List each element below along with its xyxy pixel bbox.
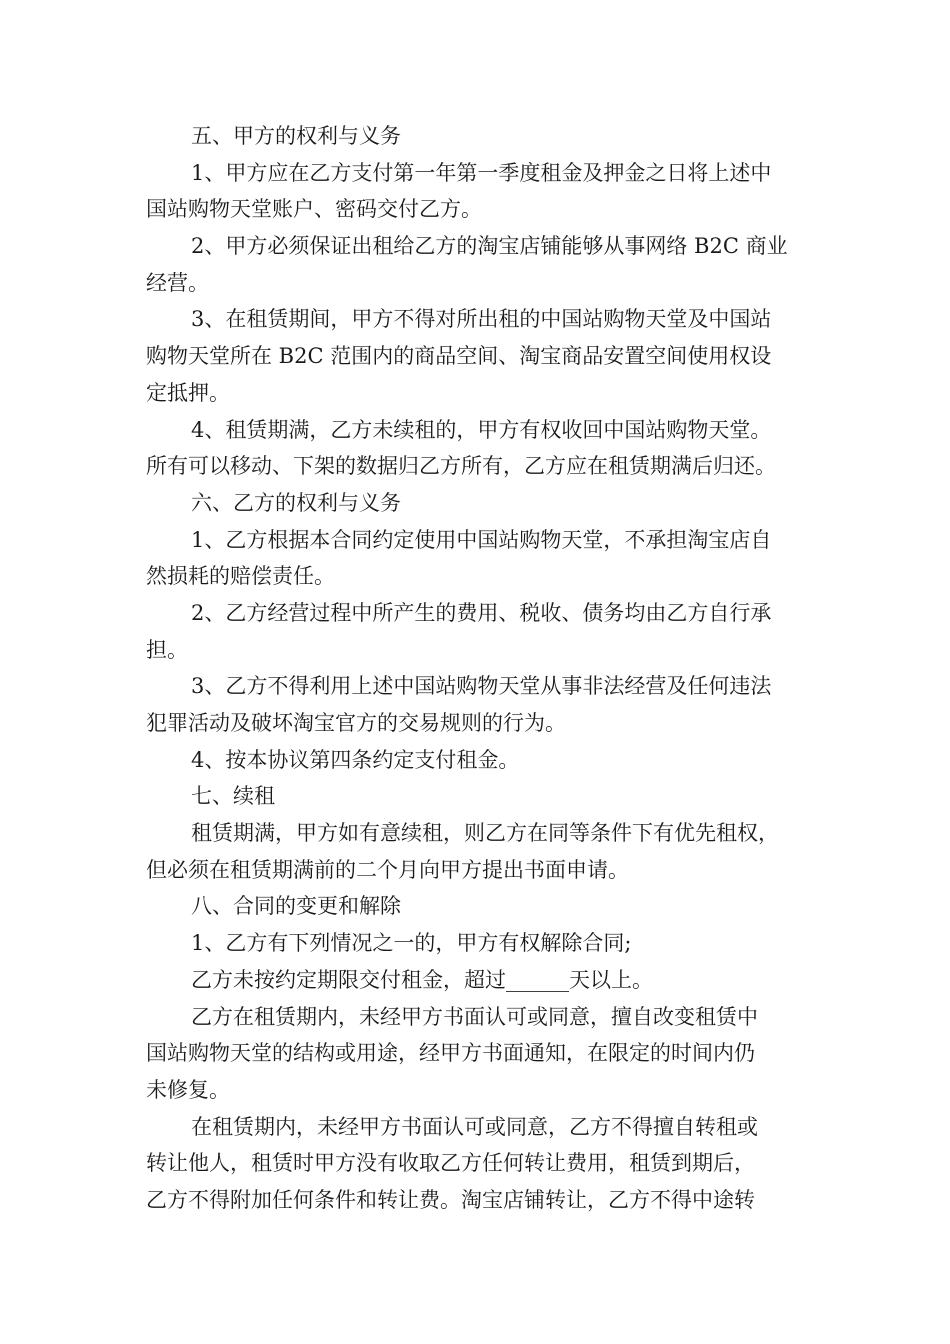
paragraph-line: 转让他人，租赁时甲方没有收取乙方任何转让费用，租赁到期后，: [146, 1151, 755, 1176]
paragraph-line: 1、乙方根据本合同约定使用中国站购物天堂，不承担淘宝店自: [191, 527, 772, 552]
paragraph-line: 未修复。: [146, 1077, 230, 1102]
paragraph-line: 犯罪活动及破坏淘宝官方的交易规则的行为。: [146, 711, 566, 735]
paragraph-line: 1、乙方有下列情况之一的，甲方有权解除合同;: [191, 931, 632, 956]
paragraph-line: 购物天堂所在 B2C 范围内的商品空间、淘宝商品安置空间使用权设: [146, 344, 772, 369]
paragraph-line: 1、甲方应在乙方支付第一年第一季度租金及押金之日将上述中: [191, 160, 772, 185]
paragraph-line: 3、在租赁期间，甲方不得对所出租的中国站购物天堂及中国站: [191, 307, 772, 332]
section-heading-6: 六、乙方的权利与义务: [191, 490, 401, 515]
paragraph-line: 经营。: [146, 270, 209, 295]
paragraph-line: 担。: [146, 637, 188, 662]
paragraph-line: 2、甲方必须保证出租给乙方的淘宝店铺能够从事网络 B2C 商业: [191, 234, 788, 259]
section-heading-8: 八、合同的变更和解除: [191, 894, 401, 919]
paragraph-line: 3、乙方不得利用上述中国站购物天堂从事非法经营及任何违法: [191, 674, 772, 699]
document-page: [146, 118, 820, 1219]
paragraph-line: 租赁期满，甲方如有意续租，则乙方在同等条件下有优先租权，: [191, 821, 779, 846]
paragraph-line: 乙方不得附加任何条件和转让费。淘宝店铺转让，乙方不得中途转: [146, 1187, 755, 1212]
paragraph-line: 乙方未按约定期限交付租金，超过______天以上。: [191, 967, 653, 992]
section-heading-5: 五、甲方的权利与义务: [191, 124, 401, 148]
paragraph-line: 然损耗的赔偿责任。: [146, 564, 335, 589]
paragraph-line: 但必须在租赁期满前的二个月向甲方提出书面申请。: [146, 857, 629, 882]
paragraph-line: 2、乙方经营过程中所产生的费用、税收、债务均由乙方自行承: [191, 600, 772, 625]
paragraph-line: 国站购物天堂账户、密码交付乙方。: [146, 197, 482, 222]
section-heading-7: 七、续租: [191, 784, 275, 809]
paragraph-line: 国站购物天堂的结构或用途，经甲方书面通知，在限定的时间内仍: [146, 1041, 755, 1066]
paragraph-line: 在租赁期内，未经甲方书面认可或同意，乙方不得擅自转租或: [191, 1114, 758, 1139]
paragraph-line: 4、按本协议第四条约定支付租金。: [191, 747, 520, 772]
paragraph-line: 乙方在租赁期内，未经甲方书面认可或同意，擅自改变租赁中: [191, 1004, 758, 1029]
paragraph-line: 所有可以移动、下架的数据归乙方所有，乙方应在租赁期满后归还。: [146, 454, 776, 479]
paragraph-line: 定抵押。: [146, 380, 230, 405]
paragraph-line: 4、租赁期满，乙方未续租的，甲方有权收回中国站购物天堂。: [191, 417, 772, 442]
